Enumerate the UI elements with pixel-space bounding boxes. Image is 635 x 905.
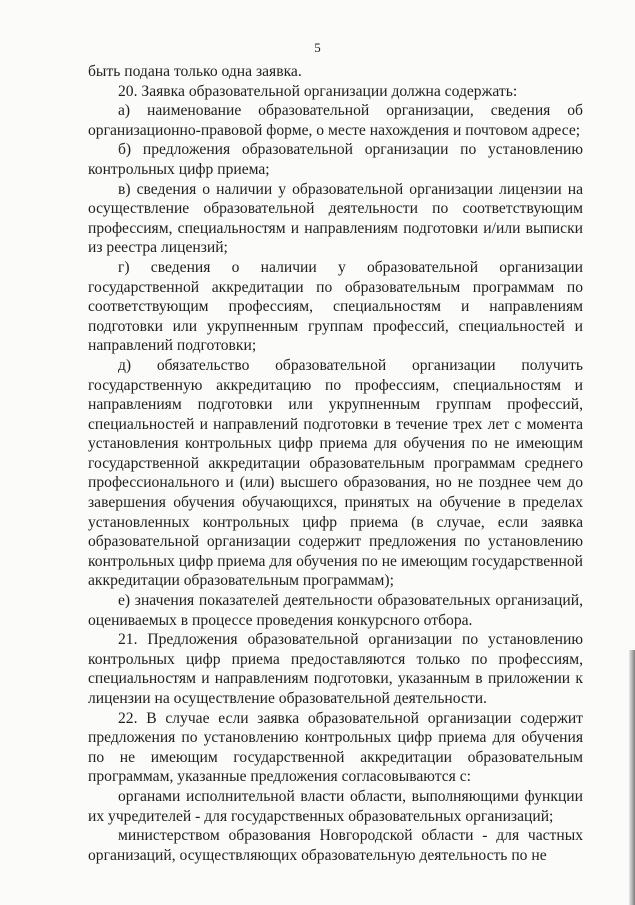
paragraph-20-a: а) наименование образовательной организации, сведения об организационно-правовой форме, о месте нахождения и почтовом адресе;: [88, 102, 583, 139]
paragraph-22: 22. В случае если заявка образовательной организации содержит предложения по установлению контрольных цифр приема для обучения по не имеющим государственной аккредитации образовательным программам, указанные предложения согласовываются с:: [88, 709, 583, 786]
paragraph-20-e: е) значения показателей деятельности образовательных организаций, оцениваемых в процессе проведения конкурсного отбора.: [88, 592, 583, 629]
paragraph-22-ministry: министерством образования Новгородской области - для частных организаций, осуществляющих образовательную деятельность по не: [88, 827, 583, 864]
paragraph-20-v: в) сведения о наличии у образовательной организации лицензии на осуществление образовательной деятельности по соответствующим профессиям, специальностям и направлениям подготовки и/или выписки из реестра лицензий;: [88, 180, 583, 257]
paragraph-20-b: б) предложения образовательной организации по установлению контрольных цифр приема;: [88, 141, 583, 178]
paragraph-20-g: г) сведения о наличии у образовательной организации государственной аккредитации по образовательным программам по соответствующим профессиям, специальностям и направлениям подготовки или укрупненным группам профессий, специальностей и направлений подготовки;: [88, 258, 583, 355]
document-body: [88, 62, 583, 865]
scan-edge-shadow: [629, 650, 635, 905]
paragraph-22-executive-bodies: органами исполнительной власти области, выполняющими функции их учредителей - для государственных образовательных организаций;: [88, 787, 583, 825]
paragraph-20-d: д) обязательство образовательной организации получить государственную аккредитацию по профессиям, специальностям и направлениям подготовки или укрупненным группам профессий, специальностей и направлений подготовки в течение трех лет с момента установления контрольных цифр приема для обучения по не имеющим государственной аккредитации образовательным программам среднего профессионального и (или) высшего образования, но не позднее чем до завершения обучения обучающихся, принятых на обучение в пределах установленных контрольных цифр приема (в случае, если заявка образовательной организации содержит предложения по установлению контрольных цифр приема для обучения по не имеющим государственной аккредитации образовательным программам);: [88, 356, 583, 590]
page-number: 5: [314, 40, 321, 55]
paragraph-21: 21. Предложения образовательной организации по установлению контрольных цифр приема предоставляются только по профессиям, специальностям и направлениям подготовки, указанным в приложении к лицензии на осуществление образовательной деятельности.: [88, 631, 583, 707]
paragraph-continuation: быть подана только одна заявка.: [88, 63, 302, 80]
paragraph-20: 20. Заявка образовательной организации должна содержать:: [118, 82, 518, 100]
